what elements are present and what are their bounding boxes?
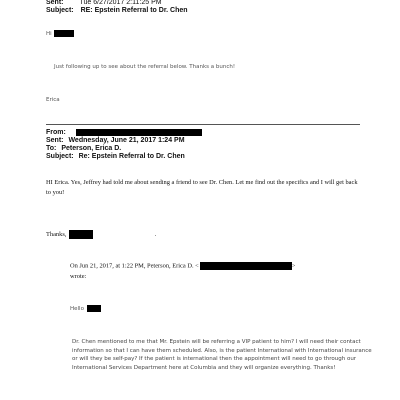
email2-thanks-row xyxy=(46,230,156,239)
quoted-intro: On Jun 21, 2017, at 1:22 PM, Peterson, Erica D. < xyxy=(70,262,199,270)
quoted-intro-row xyxy=(70,262,295,270)
quoted-intro-end: > xyxy=(291,262,296,270)
greeting-text: Hi xyxy=(46,31,52,37)
trailing-dot: . xyxy=(154,230,157,238)
sent-value-2: Wednesday, June 21, 2017 1:24 PM xyxy=(68,137,185,144)
redaction-bar xyxy=(76,129,202,136)
redaction-bar xyxy=(69,230,93,239)
email1-greeting xyxy=(46,30,74,37)
subject-value: RE: Epstein Referral to Dr. Chen xyxy=(80,7,188,14)
quoted-greeting: Hello xyxy=(70,306,84,312)
to-label: To: xyxy=(46,145,57,152)
subject-row xyxy=(46,6,188,15)
sent-label: Sent: xyxy=(46,0,64,6)
subject-value-2: Re: Epstein Referral to Dr. Chen xyxy=(78,153,185,160)
quoted-greeting-row xyxy=(70,305,101,312)
subject-row-2 xyxy=(46,152,185,161)
to-value: Peterson, Erica D. xyxy=(61,145,122,152)
subject-label-2: Subject: xyxy=(46,153,74,160)
thanks-text: Thanks, xyxy=(46,230,67,238)
redaction-bar xyxy=(54,30,74,37)
sent-label-2: Sent: xyxy=(46,137,64,144)
from-label: From: xyxy=(46,129,66,136)
quoted-wrote: wrote: xyxy=(70,273,87,280)
sent-value: Tue 6/27/2017 2:11:25 PM xyxy=(79,0,162,6)
email1-body: Just following up to see about the referral below. Thanks a bunch! xyxy=(54,64,236,70)
quoted-body: Dr. Chen mentioned to me that Mr. Epstein will be referring a VIP patient to him? I will need their contact information so that I can have them scheduled. Also, is the patient International with International insurance or will they be self-pay? If the patient is international then the appointment will need to go through our International Services Department here at Columbia and they will organize everything. Thanks! xyxy=(72,339,372,371)
subject-label: Subject: xyxy=(46,7,74,14)
redaction-bar xyxy=(200,262,292,270)
divider-line xyxy=(46,124,360,125)
redaction-bar xyxy=(87,305,101,312)
email2-body: HI Erica. Yes, Jeffrey had told me about sending a friend to see Dr. Chen. Let me find out the specifics and I will get back to you! xyxy=(46,179,358,196)
email1-signature: Erica xyxy=(46,97,60,103)
